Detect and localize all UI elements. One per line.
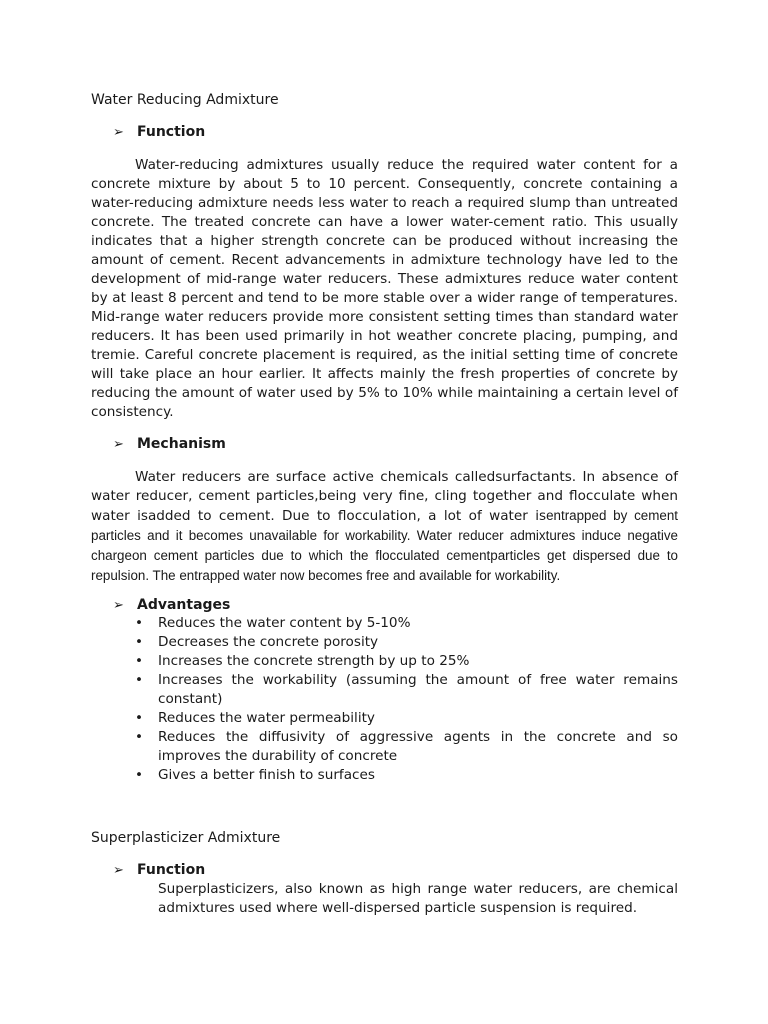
list-item: • Reduces the diffusivity of aggressive agents in the concrete and so improves the durability of concrete [135, 729, 678, 764]
subheading-function [113, 123, 205, 142]
bullet-dot-icon: • [135, 729, 144, 745]
bullet-dot-icon: • [135, 615, 144, 631]
subheading-advantages-label: Advantages [137, 597, 231, 613]
subheading-mechanism-label: Mechanism [137, 436, 226, 452]
mechanism-paragraph-text-b: entrapped by cement particles and it becomes unavailable for workability. Water reducer admixtures induce negative chargeon cement particles due to which the flocculated cementparticles get dispersed due to repulsion. The entrapped water now becomes free and available for workability. [91, 508, 678, 583]
list-item: • Reduces the water content by 5-10% [135, 615, 411, 631]
bullet-dot-icon: • [135, 672, 144, 688]
list-item: • Reduces the water permeability [135, 710, 375, 726]
bullet-dot-icon: • [135, 653, 144, 669]
function-paragraph-text: Water-reducing admixtures usually reduce the required water content for a concrete mixture by about 5 to 10 percent. Consequently, concrete containing a water-reducing admixture needs less water to reach a required slump than untreated concrete. The treated concrete can have a lower water-cement ratio. This usually indicates that a higher strength concrete can be produced without increasing the amount of cement. Recent advancements in admixture technology have led to the development of mid-range water reducers. These admixtures reduce water content by at least 8 percent and tend to be more stable over a wider range of temperatures. Mid-range water reducers provide more consistent setting times than standard water reducers. It has been used primarily in hot weather concrete placing, pumping, and tremie. Careful concrete placement is required, as the initial setting time of concrete will take place an hour earlier. It affects mainly the fresh properties of concrete by reducing the amount of water used by 5% to 10% while maintaining a certain level of consistency. [91, 157, 678, 420]
subheading-function-2-label: Function [137, 862, 206, 878]
mechanism-paragraph-text-a: Water reducers are surface active chemicals calledsurfactants. In absence of water reducer, cement particles,being very fine, cling together and flocculate when water isadded to cement. Due to flocculation, a lot of water is [91, 469, 678, 524]
bullet-dot-icon: • [135, 634, 144, 650]
subheading-function-2 [113, 861, 205, 880]
subheading-advantages [113, 596, 230, 615]
subheading-mechanism [113, 435, 226, 454]
list-item: • Gives a better finish to surfaces [135, 767, 375, 783]
list-item: • Increases the concrete strength by up to 25% [135, 653, 470, 669]
arrow-bullet-icon: ➢ [113, 863, 124, 878]
subheading-function-label: Function [137, 124, 206, 140]
arrow-bullet-icon: ➢ [113, 437, 124, 452]
arrow-bullet-icon: ➢ [113, 125, 124, 140]
bullet-dot-icon: • [135, 767, 144, 783]
mechanism-paragraph [91, 468, 678, 586]
advantages-list [135, 614, 678, 785]
section-title-water-reducing: Water Reducing Admixture [91, 92, 279, 108]
list-item: • Increases the workability (assuming the amount of free water remains constant) [135, 672, 678, 707]
section-title-superplasticizer: Superplasticizer Admixture [91, 830, 281, 846]
arrow-bullet-icon: ➢ [113, 598, 124, 613]
function-paragraph [91, 156, 678, 422]
superplasticizer-function-paragraph: Superplasticizers, also known as high range water reducers, are chemical admixtures used where well-dispersed particle suspension is required. [158, 881, 678, 916]
list-item: • Decreases the concrete porosity [135, 634, 379, 650]
bullet-dot-icon: • [135, 710, 144, 726]
